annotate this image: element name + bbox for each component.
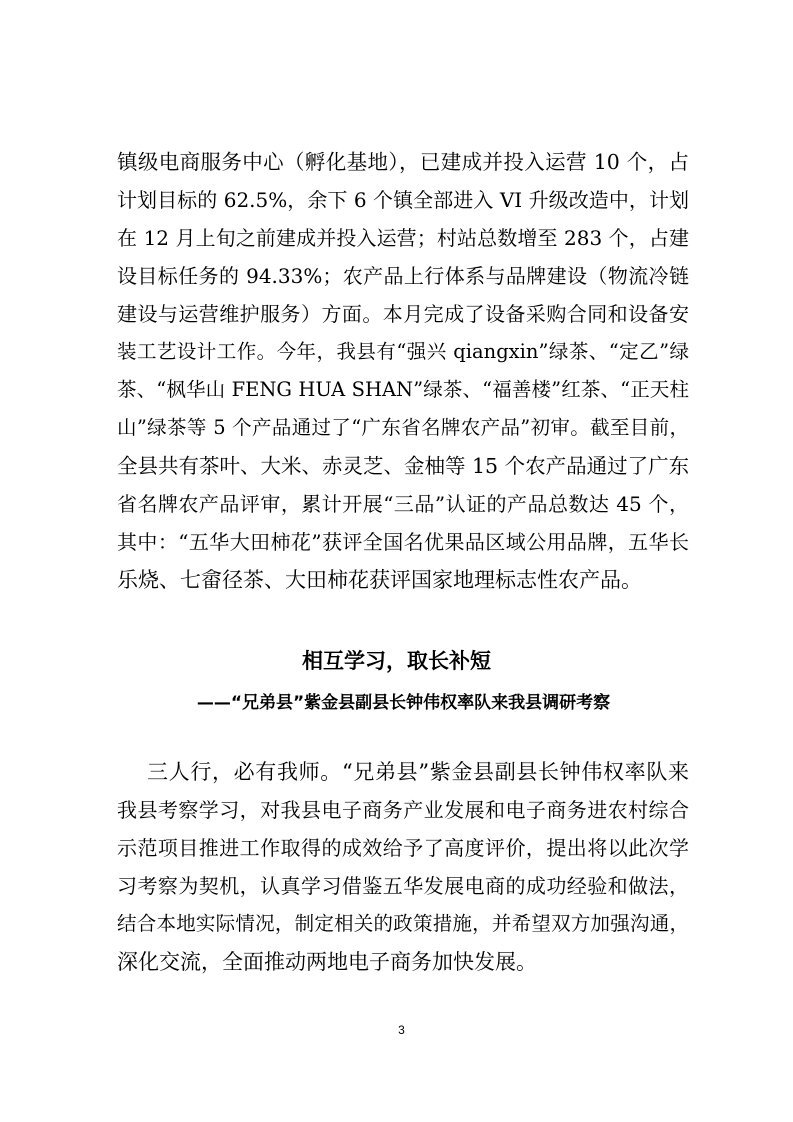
body-paragraph-ecommerce-progress: [117, 143, 689, 599]
paragraph-line: 结合本地实际情况，制定相关的政策措施，并希望双方加强沟通，: [117, 912, 689, 935]
paragraph-line: 山”绿茶等 5 个产品通过了“广东省名牌农产品”初审。截至目前，: [117, 416, 689, 439]
paragraph-line: 设目标任务的 94.33%；农产品上行体系与品牌建设（物流冷链: [117, 264, 689, 288]
paragraph-line: 装工艺设计工作。今年，我县有“强兴 qiangxin”绿茶、“定乙”绿: [117, 340, 689, 363]
section-title: 相互学习，取长补短: [302, 649, 491, 673]
page-number: 3: [398, 1023, 405, 1037]
paragraph-line: 镇级电商服务中心（孵化基地），已建成并投入运营 10 个，占: [117, 150, 689, 174]
paragraph-line: 我县考察学习，对我县电子商务产业发展和电子商务进农村综合: [117, 798, 689, 822]
paragraph-line: 深化交流，全面推动两地电子商务加快发展。: [117, 950, 537, 974]
paragraph-line: 省名牌农产品评审，累计开展“三品”认证的产品总数达 45 个，: [117, 492, 689, 516]
paragraph-line: 茶、“枫华山 FENG HUA SHAN”绿茶、“福善楼”红茶、“正天柱: [117, 378, 689, 401]
paragraph-line: 建设与运营维护服务）方面。本月完成了设备采购合同和设备安: [117, 302, 689, 326]
paragraph-line: 三人行，必有我师。“兄弟县”紫金县副县长钟伟权率队来: [147, 760, 689, 784]
paragraph-line: 示范项目推进工作取得的成效给予了高度评价，提出将以此次学: [117, 836, 689, 860]
body-paragraph-study-visit: [117, 753, 689, 981]
paragraph-line: 习考察为契机，认真学习借鉴五华发展电商的成功经验和做法，: [117, 874, 689, 898]
paragraph-line: 计划目标的 62.5%，余下 6 个镇全部进入 VI 升级改造中，计划: [117, 188, 689, 212]
section-subtitle: ——“兄弟县”紫金县副县长钟伟权率队来我县调研考察: [196, 693, 611, 713]
paragraph-line: 乐烧、七畲径茶、大田柿花获评国家地理标志性农产品。: [117, 568, 642, 592]
paragraph-line: 全县共有茶叶、大米、赤灵芝、金柚等 15 个农产品通过了广东: [117, 454, 690, 478]
paragraph-line: 其中：“五华大田柿花”获评全国名优果品区域公用品牌，五华长: [117, 530, 689, 554]
paragraph-line: 在 12 月上旬之前建成并投入运营；村站总数增至 283 个，占建: [117, 226, 689, 250]
